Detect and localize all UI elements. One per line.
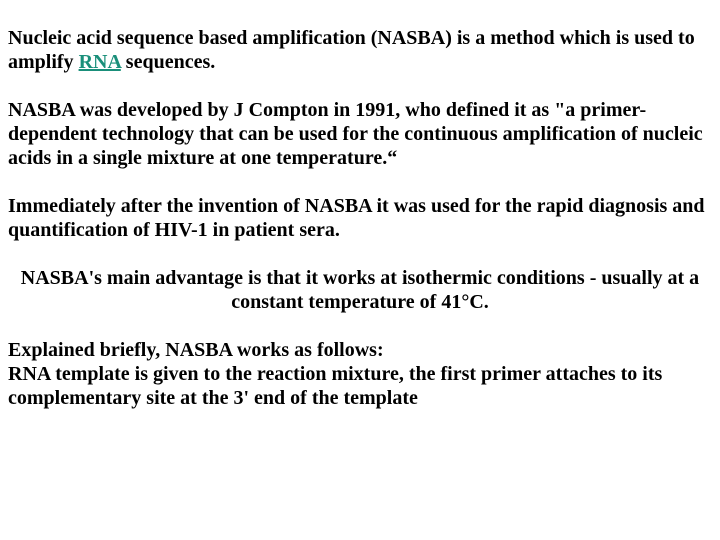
paragraph-history: NASBA was developed by J Compton in 1991, who defined it as "a primer-dependent technology that can be used for the continuous amplification of nucleic acids in a single mixture at one temperature.“	[8, 99, 703, 169]
explanation-body-line: RNA template is given to the reaction mixture, the first primer attaches to its complementary site at the 3' end of the template	[8, 363, 663, 409]
paragraph-explanation	[8, 338, 712, 410]
rna-link[interactable]: RNA	[78, 51, 121, 73]
explanation-heading-line: Explained briefly, NASBA works as follows:	[8, 339, 384, 361]
paragraph-hiv-diagnosis: Immediately after the invention of NASBA it was used for the rapid diagnosis and quantification of HIV-1 in patient sera.	[8, 195, 705, 241]
paragraph-intro	[8, 26, 712, 74]
intro-text-after-link: sequences.	[120, 51, 216, 73]
slide-content	[8, 26, 712, 434]
paragraph-advantage: NASBA's main advantage is that it works at isothermic conditions - usually at a constant temperature of 41°C.	[20, 267, 700, 313]
intro-text-before-link: Nucleic acid sequence based amplification (NASBA) is a method which is used to amplify	[8, 27, 695, 73]
